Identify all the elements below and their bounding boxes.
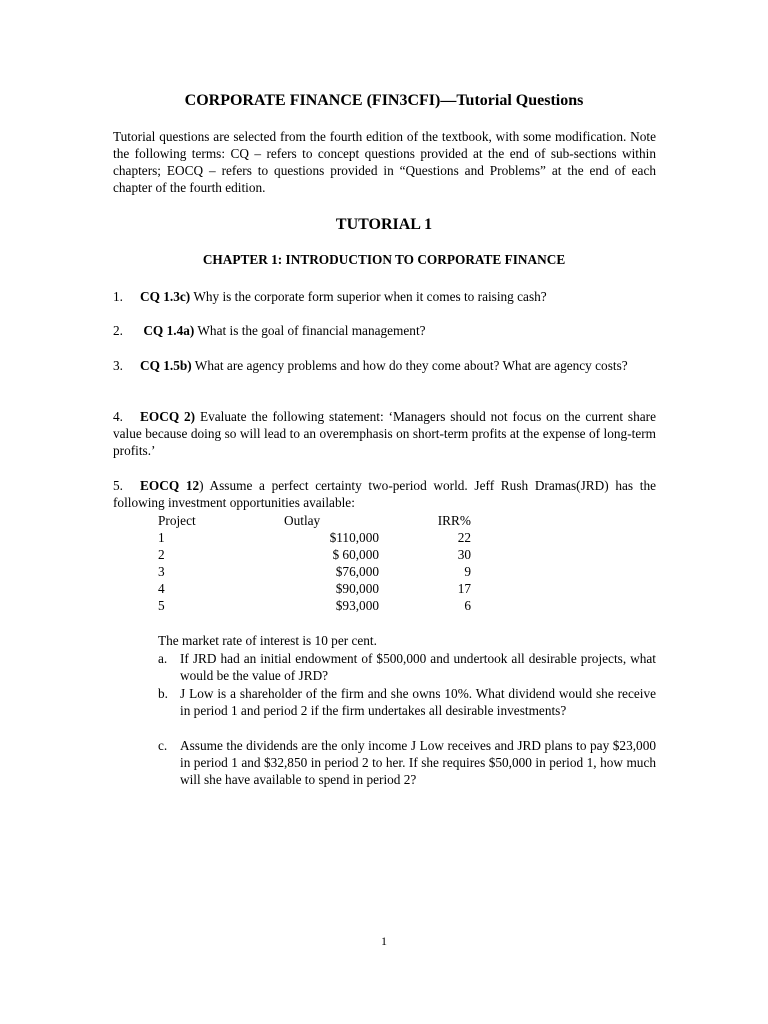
question-4 bbox=[113, 408, 656, 459]
question-text: ) Assume a perfect certainty two-period world. Jeff Rush Dramas(JRD) has the following investment opportunities available: bbox=[113, 478, 657, 510]
question-ref: CQ 1.3c) bbox=[140, 289, 191, 304]
subpart-a bbox=[158, 650, 656, 684]
table-header: Outlay bbox=[284, 513, 321, 528]
table-cell: 4 bbox=[158, 581, 165, 596]
tutorial-heading: TUTORIAL 1 bbox=[335, 216, 433, 233]
question-ref: CQ 1.5b) bbox=[140, 358, 192, 373]
table-row bbox=[158, 563, 471, 580]
question-number: 3. bbox=[113, 358, 123, 373]
table-row bbox=[158, 529, 471, 546]
question-5 bbox=[113, 477, 656, 511]
table-cell: 3 bbox=[158, 564, 165, 579]
table-cell: 6 bbox=[464, 598, 471, 613]
table-cell: $93,000 bbox=[335, 598, 379, 613]
question-text: Why is the corporate form superior when it comes to raising cash? bbox=[190, 289, 547, 304]
table-cell: 30 bbox=[457, 547, 471, 562]
table-row bbox=[158, 597, 471, 614]
subpart-letter: c. bbox=[158, 738, 168, 753]
question-text: Evaluate the following statement: ‘Managers should not focus on the current share value because doing so will lead to an overemphasis on short-term profits at the expense of long-term profits.’ bbox=[113, 409, 656, 458]
question-text: What is the goal of financial management? bbox=[194, 323, 426, 338]
question-number: 2. bbox=[113, 323, 123, 338]
table-cell: 5 bbox=[158, 598, 165, 613]
question-number: 1. bbox=[113, 289, 123, 304]
market-rate-text: The market rate of interest is 10 per cent. bbox=[158, 633, 377, 648]
page-title: CORPORATE FINANCE (FIN3CFI)—Tutorial Questions bbox=[184, 92, 584, 109]
subpart-text: Assume the dividends are the only income J Low receives and JRD plans to pay $23,000 in period 1 and $32,850 in period 2 to her. If she requires $50,000 in period 1, how much will she have available to spend in period 2? bbox=[180, 738, 656, 787]
chapter-heading: CHAPTER 1: INTRODUCTION TO CORPORATE FINANCE bbox=[202, 252, 566, 267]
table-row bbox=[158, 580, 471, 597]
question-2 bbox=[113, 322, 656, 339]
question-3 bbox=[113, 357, 656, 374]
question-ref: EOCQ 12 bbox=[140, 478, 200, 493]
question-ref: EOCQ 2) bbox=[140, 409, 196, 424]
page-number: 1 bbox=[381, 934, 387, 948]
question-text: What are agency problems and how do they come about? What are agency costs? bbox=[191, 358, 628, 373]
table-cell: 9 bbox=[464, 564, 471, 579]
table-row bbox=[158, 546, 471, 563]
table-cell: 2 bbox=[158, 547, 165, 562]
question-1 bbox=[113, 288, 656, 305]
table-header: IRR% bbox=[437, 513, 471, 528]
intro-paragraph: Tutorial questions are selected from the fourth edition of the textbook, with some modification. Note the following terms: CQ – refers to concept questions provided at the end of sub-sections within chapters; EOCQ – refers to questions provided in “Questions and Problems” at the end of each chapter of the fourth edition. bbox=[113, 129, 656, 195]
table-header-row bbox=[158, 512, 471, 529]
subpart-c bbox=[158, 737, 656, 788]
subpart-text: J Low is a shareholder of the firm and she owns 10%. What dividend would she receive in period 1 and period 2 if the firm undertakes all desirable investments? bbox=[180, 686, 656, 718]
question-ref: CQ 1.4a) bbox=[143, 323, 195, 338]
table-cell: $76,000 bbox=[335, 564, 379, 579]
subpart-text: If JRD had an initial endowment of $500,000 and undertook all desirable projects, what would be the value of JRD? bbox=[180, 651, 656, 683]
subpart-letter: b. bbox=[158, 686, 168, 701]
table-cell: 22 bbox=[457, 530, 471, 545]
question-number: 5. bbox=[113, 478, 123, 493]
subpart-letter: a. bbox=[158, 651, 168, 666]
table-cell: $110,000 bbox=[329, 530, 379, 545]
table-cell: $90,000 bbox=[335, 581, 379, 596]
table-cell: 17 bbox=[457, 581, 471, 596]
subpart-b bbox=[158, 685, 656, 719]
table-header: Project bbox=[158, 513, 196, 528]
table-cell: $ 60,000 bbox=[332, 547, 379, 562]
table-cell: 1 bbox=[158, 530, 165, 545]
question-number: 4. bbox=[113, 409, 123, 424]
investment-table bbox=[158, 512, 471, 614]
